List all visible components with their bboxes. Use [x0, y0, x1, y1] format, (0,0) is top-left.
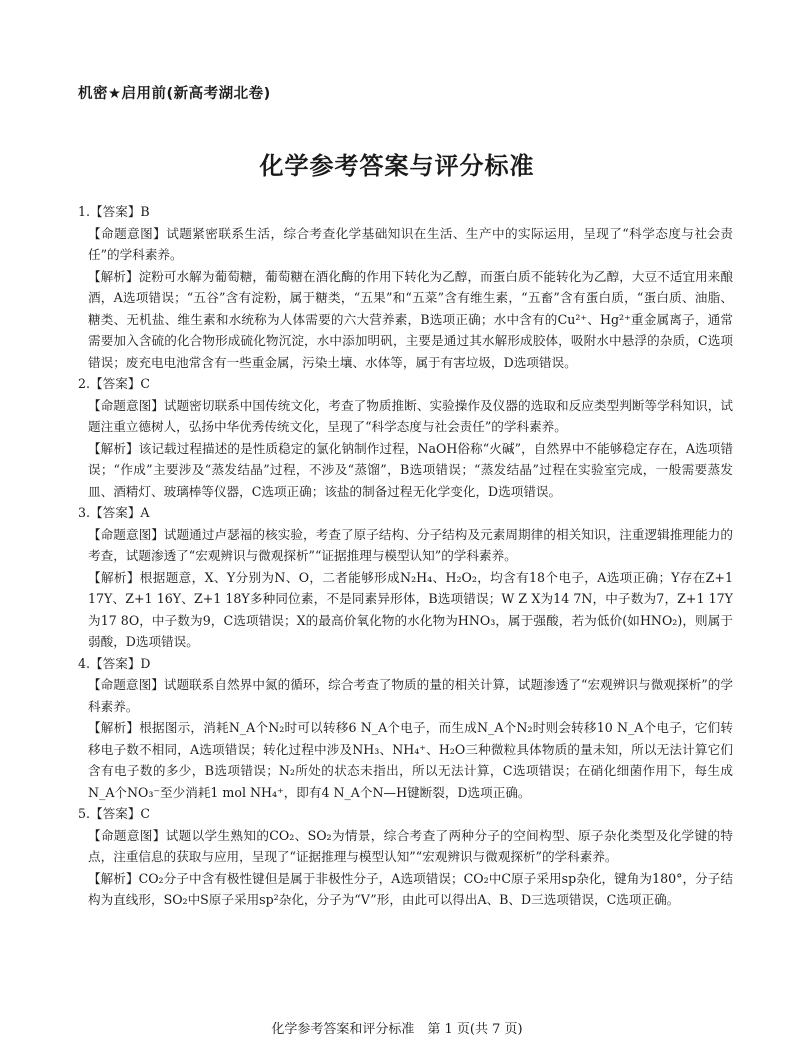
answer-content [78, 201, 733, 911]
question-2-analysis: 【解析】该记载过程描述的是性质稳定的氯化钠制作过程，NaOH俗称“火碱”，自然界中不能够稳定存在，A选项错误；“作成”主要涉及“蒸发结晶”过程，不涉及“蒸馏”，B选项错误；“蒸发结晶”过程在实验室完成，一般需要蒸发皿、酒精灯、玻璃棒等仪器，C选项正确；该盐的制备过程无化学变化，D选项错误。 [88, 440, 733, 499]
question-2 [78, 373, 733, 502]
question-5-analysis: 【解析】CO₂分子中含有极性键但是属于非极性分子，A选项错误；CO₂中C原子采用sp杂化，键角为180°，分子结构为直线形，SO₂中S原子采用sp²杂化，分子为“V”形，由此可以得出A、B、D三选项错误，C选项正确。 [88, 870, 733, 907]
question-3-answer [78, 502, 733, 524]
question-2-intent: 【命题意图】试题密切联系中国传统文化，考查了物质推断、实验操作及仪器的选取和反应类型判断等学科知识，试题注重立德树人，弘扬中华优秀传统文化，呈现了“科学态度与社会责任”的学科素养。 [88, 397, 733, 434]
answer-line: 【答案】C [90, 376, 151, 391]
question-number: 2. [78, 376, 91, 391]
question-5-intent: 【命题意图】试题以学生熟知的CO₂、SO₂为情景，综合考查了两种分子的空间构型、原子杂化类型及化学键的特点，注重信息的获取与应用，呈现了“证据推理与模型认知”“宏观辨识与微观探析”的学科素养。 [88, 827, 733, 864]
question-4-analysis: 【解析】根据图示，消耗N_A个N₂时可以转移6 N_A个电子，而生成N_A个N₂时则会转移10 N_A个电子，它们转移电子数不相同，A选项错误；转化过程中涉及NH₃、NH₄⁺、H₂O三种微粒具体物质的量未知，所以无法计算它们含有电子数的多少，B选项错误；N₂所处的状态未指出，所以无法计算，C选项错误；在硝化细菌作用下，每生成N_A个NO₃⁻至少消耗1 mol NH₄⁺，即有4 N_A个N—H键断裂，D选项正确。 [88, 720, 733, 800]
question-1-intent: 【命题意图】试题紧密联系生活，综合考查化学基础知识在生活、生产中的实际运用，呈现了“科学态度与社会责任”的学科素养。 [88, 225, 733, 262]
question-number: 1. [78, 204, 91, 219]
answer-line: 【答案】C [90, 806, 151, 821]
question-3-analysis: 【解析】根据题意，X、Y分别为N、O，二者能够形成N₂H₄、H₂O₂，均含有18个电子，A选项正确；Y存在Z+1 17Y、Z+1 16Y、Z+1 18Y多种同位素，不是同素异形体，B选项错误；W Z X为14 7N，中子数为7，Z+1 17Y为17 8O，中子数为9，C选项错误；X的最高价氧化物的水化物为HNO₃，属于强酸，若为低价(如HNO₂)，则属于弱酸，D选项错误。 [88, 569, 733, 649]
question-number: 5. [78, 806, 91, 821]
question-5-answer [78, 803, 733, 825]
question-1 [78, 201, 733, 373]
answer-line: 【答案】A [90, 505, 150, 520]
question-1-analysis: 【解析】淀粉可水解为葡萄糖，葡萄糖在酒化酶的作用下转化为乙醇，而蛋白质不能转化为乙醇，大豆不适宜用来酿酒，A选项错误；“五谷”含有淀粉，属于糖类，“五果”和“五菜”含有维生素，“五畜”含有蛋白质，“蛋白质、油脂、糖类、无机盐、维生素和水统称为人体需要的六大营养素，B选项正确；水中含有的Cu²⁺、Hg²⁺重金属离子，通常需要加入含硫的化合物形成硫化物沉淀，水中添加明矾，主要是通过其水解形成胶体，吸附水中悬浮的杂质，C选项错误；废充电电池常含有一些重金属，污染土壤、水体等，属于有害垃圾，D选项错误。 [88, 268, 733, 370]
confidential-label: 机密★启用前(新高考湖北卷) [78, 86, 271, 102]
answer-line: 【答案】B [90, 204, 150, 219]
question-2-answer [78, 373, 733, 395]
question-5 [78, 803, 733, 911]
question-number: 4. [78, 655, 91, 671]
question-number: 3. [78, 505, 91, 520]
page-title: 化学参考答案与评分标准 [259, 152, 535, 180]
question-1-answer [78, 201, 733, 223]
question-3 [78, 502, 733, 653]
answer-line: 【答案】D [90, 655, 151, 671]
page-footer: 化学参考答案和评分标准 第 1 页(共 7 页) [271, 1022, 523, 1037]
question-4 [78, 653, 733, 804]
question-3-intent: 【命题意图】试题通过卢瑟福的核实验，考查了原子结构、分子结构及元素周期律的相关知识，注重逻辑推理能力的考查，试题渗透了“宏观辨识与微观探析”“证据推理与模型认知”的学科素养。 [88, 526, 733, 563]
question-4-intent: 【命题意图】试题联系自然界中氮的循环，综合考查了物质的量的相关计算，试题渗透了“宏观辨识与微观探析”的学科素养。 [88, 677, 733, 714]
question-4-answer [78, 653, 733, 675]
